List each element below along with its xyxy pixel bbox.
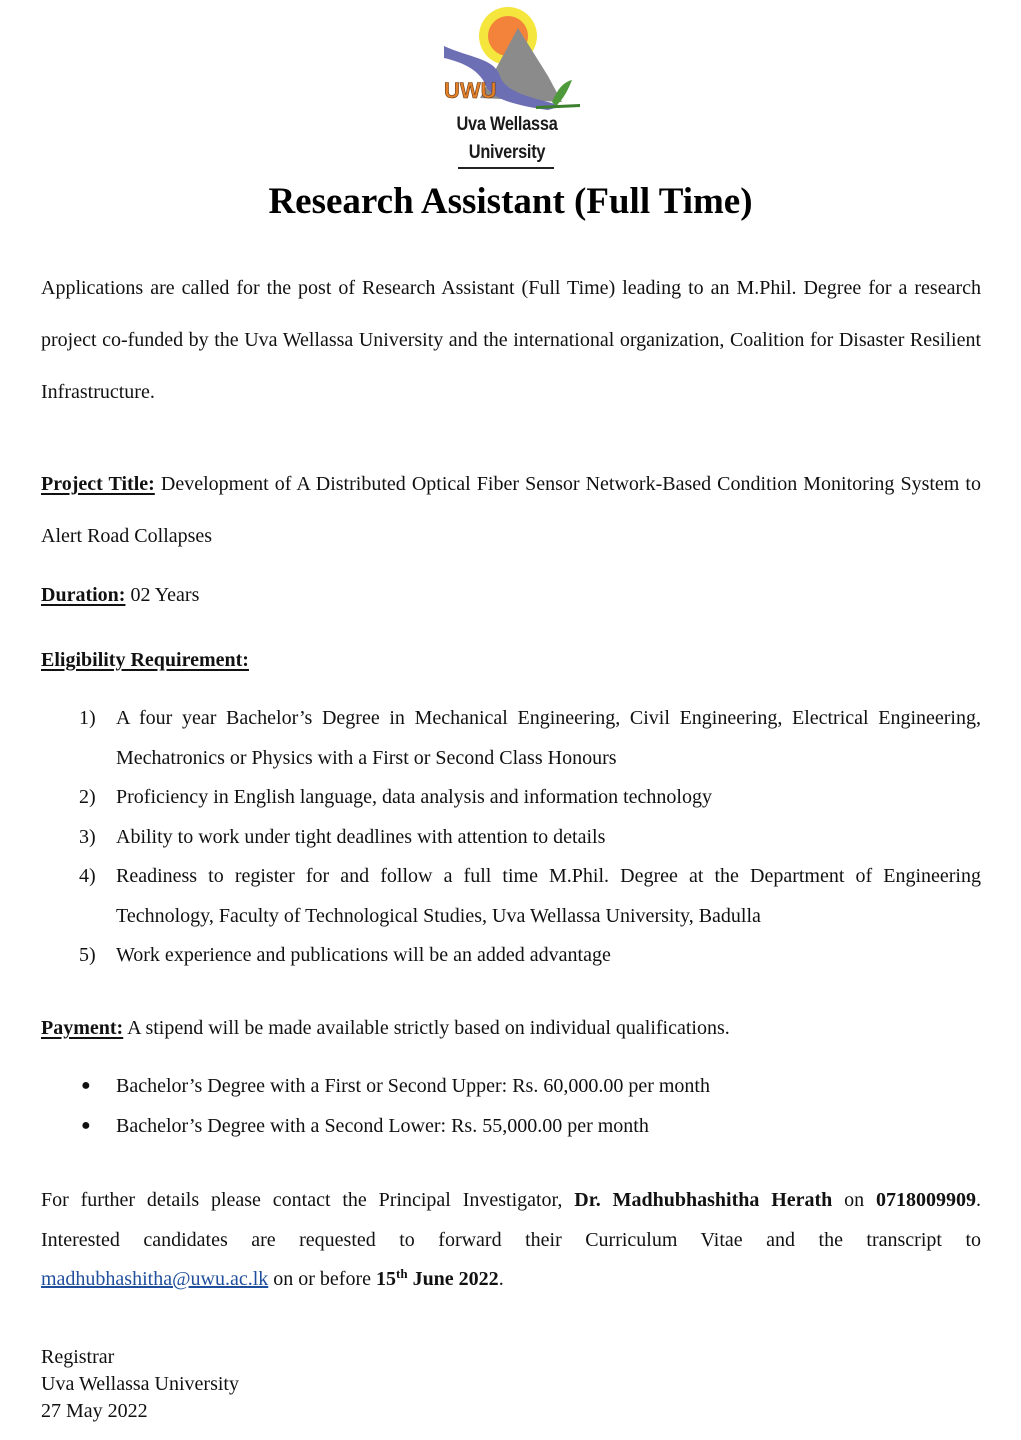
project-paragraph — [41, 458, 981, 562]
bullet-icon: ● — [81, 1077, 91, 1094]
list-item — [41, 1106, 981, 1146]
eligibility-list — [41, 699, 981, 976]
pi-name: Dr. Madhubhashitha Herath — [574, 1189, 833, 1211]
list-item — [41, 699, 981, 778]
logo-abbr: UWU — [444, 78, 497, 103]
university-logo — [440, 6, 588, 168]
signature-block — [41, 1344, 239, 1425]
logo-underline — [458, 167, 554, 169]
intro-paragraph: Applications are called for the post of Research Assistant (Full Time) leading to an M.Phil. Degree for a research project co-funded by the Uva Wellassa University and the international organization, Coalition for Disaster Resilient Infrastructure. — [41, 277, 981, 403]
list-item-number: 2) — [79, 786, 96, 808]
page-title: Research Assistant (Full Time) — [268, 181, 753, 222]
list-item-text: A four year Bachelor’s Degree in Mechanical Engineering, Civil Engineering, Electrical Engineering, Mechatronics or Physics with a First or Second Class Honours — [116, 707, 981, 769]
list-item — [41, 857, 981, 936]
email-link[interactable]: madhubhashitha@uwu.ac.lk — [41, 1268, 269, 1290]
signature-date: 27 May 2022 — [41, 1400, 148, 1422]
signature-title: Registrar — [41, 1346, 115, 1368]
payment-text: A stipend will be made available strictly based on individual qualifications. — [127, 1017, 730, 1039]
list-item — [41, 818, 981, 858]
list-item-text: Bachelor’s Degree with a First or Second Upper: Rs. 60,000.00 per month — [116, 1075, 710, 1097]
deadline-suffix: th — [396, 1266, 408, 1281]
signature-institution: Uva Wellassa University — [41, 1373, 239, 1395]
duration-line — [41, 580, 199, 610]
contact-text-1: For further details please contact the Principal Investigator, — [41, 1189, 575, 1211]
project-title-text: Development of A Distributed Optical Fiber Sensor Network-Based Condition Monitoring System to Alert Road Collapses — [41, 473, 981, 547]
list-item-text: Ability to work under tight deadlines with attention to details — [116, 825, 606, 848]
list-item — [41, 778, 981, 818]
payment-line — [41, 1013, 730, 1043]
deadline — [376, 1268, 499, 1290]
logo-name-line2: University — [468, 142, 546, 163]
bullet-icon: ● — [81, 1117, 91, 1134]
deadline-day: 15 — [376, 1268, 396, 1290]
duration-label: Duration: — [41, 584, 126, 606]
contact-text-5: . — [498, 1268, 504, 1290]
list-item-number: 3) — [79, 825, 96, 848]
list-item-number: 1) — [79, 707, 96, 729]
logo-emblem-icon — [440, 6, 588, 116]
list-item-text: Bachelor’s Degree with a Second Lower: Rs. 55,000.00 per month — [116, 1115, 649, 1137]
contact-text-3: . Interested candidates are requested to forward their Curriculum Vitae and the transcript to — [41, 1189, 981, 1251]
list-item — [41, 936, 981, 976]
list-item-text: Readiness to register for and follow a full time M.Phil. Degree at the Department of Engineering Technology, Faculty of Technological Studies, Uva Wellassa University, Badulla — [116, 865, 981, 927]
eligibility-label: Eligibility Requirement: — [41, 649, 249, 671]
payment-label: Payment: — [41, 1017, 124, 1039]
contact-paragraph — [41, 1181, 981, 1300]
list-item — [41, 1066, 981, 1106]
duration-value: 02 Years — [130, 584, 200, 606]
payment-list — [41, 1066, 981, 1146]
project-label: Project Title: — [41, 473, 155, 495]
deadline-month-year: June 2022 — [407, 1268, 499, 1290]
list-item-number: 4) — [79, 865, 96, 887]
pi-phone: 0718009909 — [876, 1189, 976, 1211]
contact-text-2: on — [832, 1189, 876, 1211]
logo-name-line1: Uva Wellassa — [456, 114, 558, 135]
list-item-text: Work experience and publications will be an added advantage — [116, 944, 611, 966]
list-item-text: Proficiency in English language, data analysis and information technology — [116, 786, 712, 808]
contact-text-4: on or before — [268, 1268, 376, 1290]
list-item-number: 5) — [79, 944, 96, 966]
eligibility-heading — [41, 645, 249, 675]
